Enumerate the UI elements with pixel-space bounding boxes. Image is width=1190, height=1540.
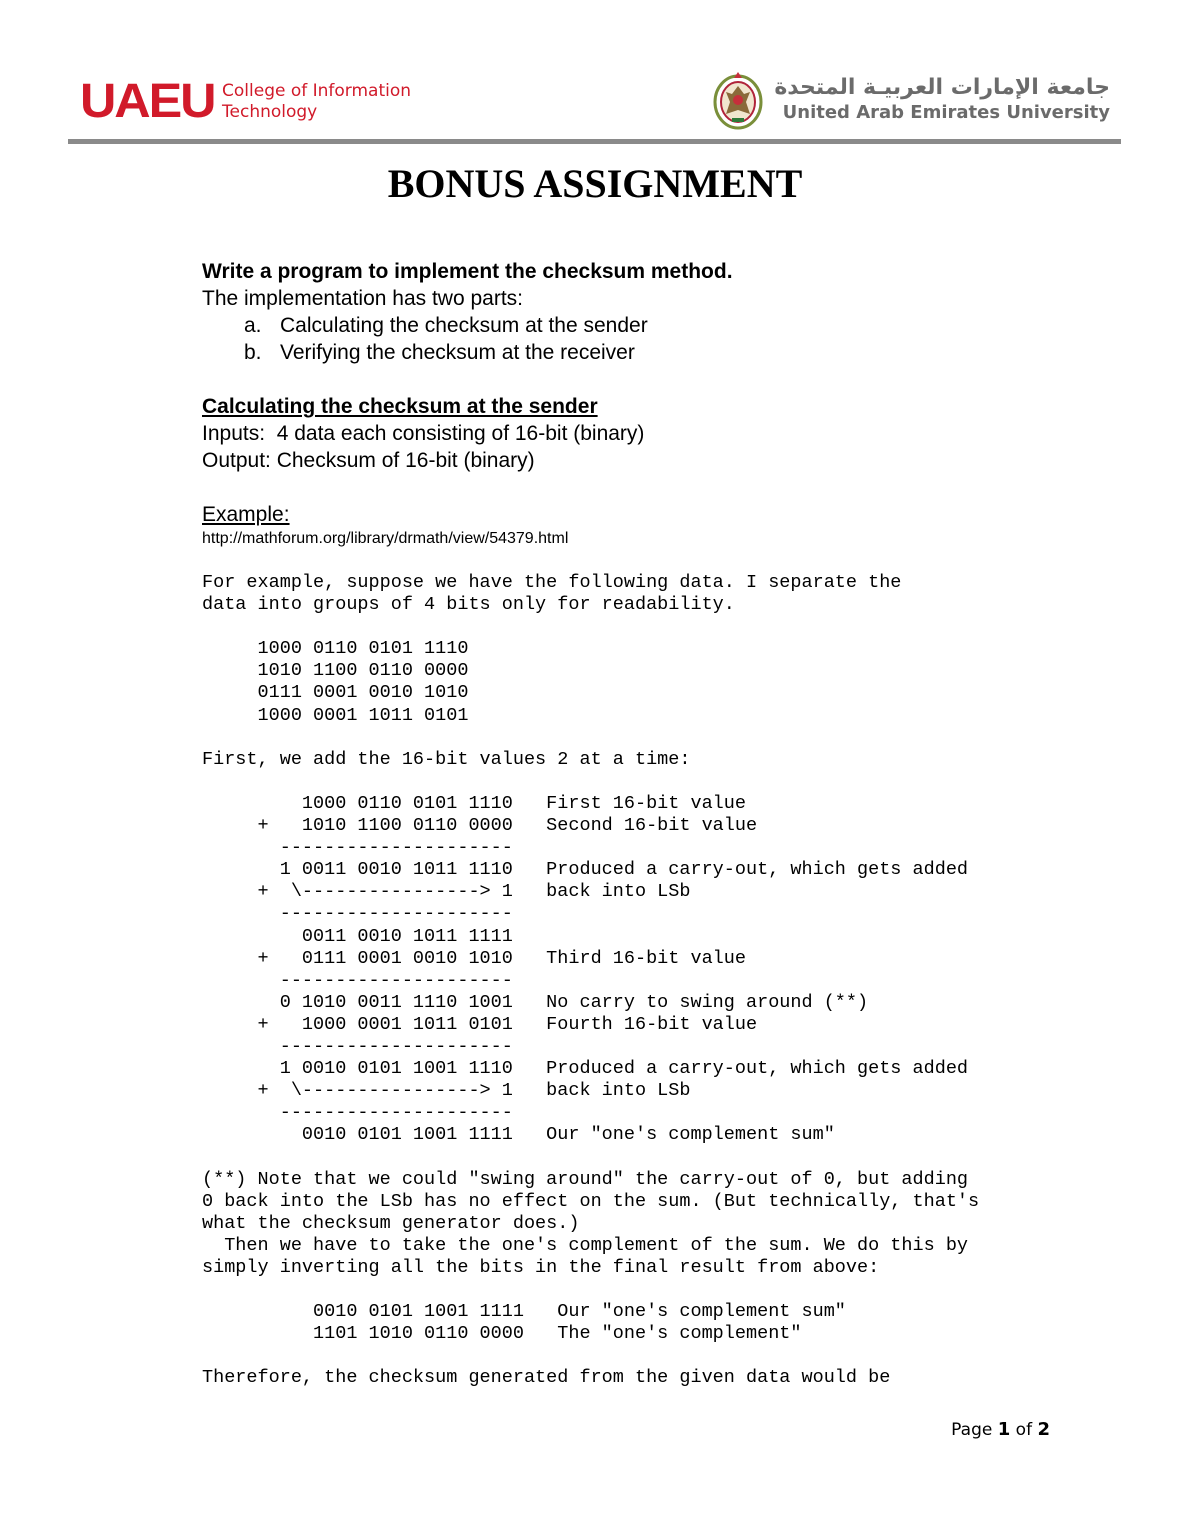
list-item (202, 312, 1102, 339)
code-line: 1000 0110 0101 1110 (202, 638, 469, 660)
code-line: 1000 0110 0101 1110 First 16-bit value (202, 792, 746, 814)
code-line: + 1000 0001 1011 0101 Fourth 16-bit value (202, 1013, 758, 1035)
assignment-body (202, 258, 1102, 550)
sender-inputs: Inputs: 4 data each consisting of 16-bit (binary) (202, 422, 645, 445)
code-line: simply inverting all the bits in the final result from above: (202, 1256, 880, 1278)
list-item-text: Verifying the checksum at the receiver (280, 341, 635, 364)
falcon-emblem-icon (712, 70, 764, 130)
example-code-block (202, 572, 979, 1389)
code-line: 1 0010 0101 1001 1110 Produced a carry-out, which gets added (202, 1058, 969, 1080)
code-line: + 1010 1100 0110 0000 Second 16-bit value (202, 815, 758, 837)
university-name-english: United Arab Emirates University (782, 102, 1110, 123)
code-line (202, 1279, 979, 1301)
list-item-text: Calculating the checksum at the sender (280, 314, 648, 337)
code-line (202, 771, 979, 793)
page-current: 1 (997, 1419, 1011, 1440)
uaeu-logo-mark: UAEU (80, 75, 215, 128)
parts-lead: The implementation has two parts: (202, 287, 523, 310)
code-line: 0111 0001 0010 1010 (202, 682, 469, 704)
code-line (202, 1146, 979, 1168)
sender-output: Output: Checksum of 16-bit (binary) (202, 449, 535, 472)
code-line: --------------------- (202, 1035, 513, 1057)
code-line: --------------------- (202, 1102, 513, 1124)
list-marker: a. (244, 314, 262, 337)
code-line: 0011 0010 1011 1111 (202, 925, 513, 947)
list-marker: b. (244, 341, 262, 364)
page-title: BONUS ASSIGNMENT (387, 161, 803, 206)
example-label: Example: (202, 503, 290, 526)
code-line: 1010 1100 0110 0000 (202, 660, 469, 682)
code-line: what the checksum generator does.) (202, 1212, 580, 1234)
code-line: Therefore, the checksum generated from the given data would be (202, 1367, 891, 1389)
page-number (951, 1419, 1050, 1440)
code-line: --------------------- (202, 903, 513, 925)
code-line: For example, suppose we have the following data. I separate the (202, 572, 902, 593)
college-name (222, 81, 411, 123)
college-name-line1: College of Information (222, 81, 412, 101)
code-line: 1000 0001 1011 0101 (202, 704, 469, 726)
college-name-line2: Technology (222, 102, 318, 122)
code-line: + \----------------> 1 back into LSb (202, 1080, 691, 1102)
code-line (202, 1345, 979, 1367)
parts-list (202, 312, 1102, 366)
code-line: 0 1010 0011 1110 1001 No carry to swing around (**) (202, 991, 869, 1013)
code-line: 0010 0101 1001 1111 Our "one's complement sum" (202, 1301, 846, 1323)
uaeu-college-logo (80, 75, 412, 128)
code-line: 1 0011 0010 1011 1110 Produced a carry-out, which gets added (202, 859, 969, 881)
code-line: Then we have to take the one's complement of the sum. We do this by (202, 1234, 969, 1256)
page-total: 2 (1037, 1419, 1050, 1440)
code-line: 0 back into the LSb has no effect on the sum. (But technically, that's (202, 1190, 980, 1212)
code-line: (**) Note that we could "swing around" the carry-out of 0, but adding (202, 1168, 969, 1190)
code-line: First, we add the 16-bit values 2 at a time: (202, 748, 691, 770)
code-line (202, 727, 979, 749)
code-line: 0010 0101 1001 1111 Our "one's complement sum" (202, 1124, 835, 1146)
university-name-arabic: جامعة الإمارات العربيـة المتحدة (774, 75, 1110, 100)
code-line: + \----------------> 1 back into LSb (202, 881, 691, 903)
university-logo (712, 70, 1110, 130)
task-heading: Write a program to implement the checksum method. (202, 260, 733, 283)
code-line (202, 616, 979, 638)
code-line: + 0111 0001 0010 1010 Third 16-bit value (202, 947, 746, 969)
sender-heading: Calculating the checksum at the sender (202, 395, 598, 418)
code-line: data into groups of 4 bits only for readability. (202, 594, 735, 616)
code-line: --------------------- (202, 969, 513, 991)
page-prefix: Page (951, 1420, 993, 1440)
code-line: 1101 1010 0110 0000 The "one's complement" (202, 1323, 802, 1345)
list-item (202, 339, 1102, 366)
code-line: --------------------- (202, 837, 513, 859)
example-link[interactable]: http://mathforum.org/library/drmath/view/54379.html (202, 530, 569, 547)
page-of: of (1015, 1420, 1033, 1440)
header-divider (68, 139, 1121, 144)
